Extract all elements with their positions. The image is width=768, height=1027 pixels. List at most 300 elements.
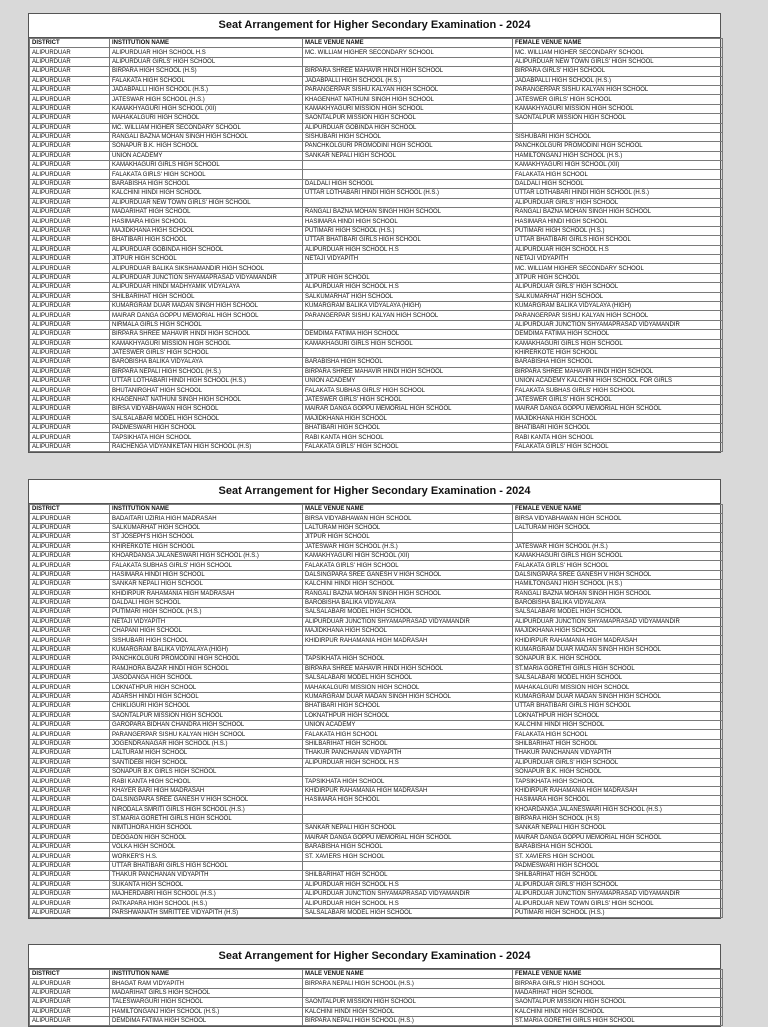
institution-cell: HASIMARA HIGH SCHOOL [110,217,303,226]
institution-cell: RAICHENGA VIDYANIKETAN HIGH SCHOOL (H.S) [110,442,303,451]
male-venue-cell [303,988,513,997]
table-row [30,151,723,160]
institution-cell: ALIPURDUAR BALIKA SIKSHAMANDIR HIGH SCHOOL [110,264,303,273]
table-header-row [30,970,723,979]
table-row [30,57,723,66]
male-venue-cell: JITPUR HIGH SCHOOL [303,533,513,542]
district-cell: ALIPURDUAR [30,320,110,329]
female-venue-cell: JADABPALLI HIGH SCHOOL (H.S.) [513,76,723,85]
district-cell: ALIPURDUAR [30,561,110,570]
male-venue-cell: TAPSIKHATA HIGH SCHOOL [303,777,513,786]
institution-cell: BHUTANIRGHAT HIGH SCHOOL [110,386,303,395]
male-venue-cell: KALCHINI HINDI HIGH SCHOOL [303,580,513,589]
table-row [30,264,723,273]
district-cell: ALIPURDUAR [30,890,110,899]
female-venue-cell: UTTAR LOTHABARI HINDI HIGH SCHOOL (H.S.) [513,189,723,198]
district-cell: ALIPURDUAR [30,301,110,310]
female-venue-cell: BIRPARA HIGH SCHOOL (H.S) [513,814,723,823]
institution-cell: BAROBISHA BALIKA VIDYALAYA [110,358,303,367]
female-venue-cell: SANKAR NEPALI HIGH SCHOOL [513,824,723,833]
institution-cell: KHOARDANGA JALANESWARI HIGH SCHOOL (H.S.) [110,551,303,560]
female-venue-cell: HASIMARA HINDI HIGH SCHOOL [513,217,723,226]
district-cell: ALIPURDUAR [30,786,110,795]
district-cell: ALIPURDUAR [30,617,110,626]
district-cell: ALIPURDUAR [30,405,110,414]
institution-cell: BHAGAT RAM VIDYAPITH [110,979,303,988]
female-venue-cell: JATESWER GIRLS' HIGH SCHOOL [513,95,723,104]
male-venue-cell: SHILBARIHAT HIGH SCHOOL [303,739,513,748]
male-venue-cell: SANKAR NEPALI HIGH SCHOOL [303,824,513,833]
female-venue-cell: KAMAKHYAGURI MISSION HIGH SCHOOL [513,104,723,113]
female-venue-cell: ALIPURDUAR NEW TOWN GIRLS' HIGH SCHOOL [513,899,723,908]
male-venue-cell: JADABPALLI HIGH SCHOOL (H.S.) [303,76,513,85]
table-row [30,617,723,626]
male-venue-cell: PARANGERPAR SISHU KALYAN HIGH SCHOOL [303,85,513,94]
institution-cell: ST JOSEPH'S HIGH SCHOOL [110,533,303,542]
institution-cell: NIRMALA GIRLS HIGH SCHOOL [110,320,303,329]
institution-cell: BIRSA VIDYABHAWAN HIGH SCHOOL [110,405,303,414]
district-cell: ALIPURDUAR [30,551,110,560]
table-row [30,377,723,386]
female-venue-cell: KHIRERKOTE HIGH SCHOOL [513,348,723,357]
male-venue-cell: BIRPARA SHREE MAHAVIR HINDI HIGH SCHOOL [303,664,513,673]
page-title: Seat Arrangement for Higher Secondary Examination - 2024 [29,480,720,504]
table-row [30,142,723,151]
female-venue-cell: FALAKATA SUBHAS GIRLS' HIGH SCHOOL [513,386,723,395]
district-cell: ALIPURDUAR [30,542,110,551]
table-row [30,226,723,235]
male-venue-cell: FALAKATA GIRLS' HIGH SCHOOL [303,561,513,570]
male-venue-cell: DALSINGPARA SREE GANESH V HIGH SCHOOL [303,570,513,579]
table-row [30,645,723,654]
institution-cell: SAONTALPUR MISSION HIGH SCHOOL [110,711,303,720]
male-venue-cell: BHATIBARI HIGH SCHOOL [303,424,513,433]
female-venue-cell: FALAKATA HIGH SCHOOL [513,730,723,739]
male-venue-cell: KUMARGRAM DUAR MADAN SINGH HIGH SCHOOL [303,692,513,701]
institution-cell: FALAKATA SUBHAS GIRLS' HIGH SCHOOL [110,561,303,570]
female-venue-cell: ALIPURDUAR GIRLS' HIGH SCHOOL [513,880,723,889]
institution-header: INSTITUTION NAME [110,39,303,48]
table-row [30,580,723,589]
female-venue-cell: UTTAR BHATIBARI GIRLS HIGH SCHOOL [513,236,723,245]
district-cell: ALIPURDUAR [30,1016,110,1025]
female-venue-cell: SALSALABARI MODEL HIGH SCHOOL [513,674,723,683]
institution-cell: PATKAPARA HIGH SCHOOL (H.S.) [110,899,303,908]
male-venue-cell: MAHAKALGURI MISSION HIGH SCHOOL [303,683,513,692]
table-row [30,236,723,245]
institution-cell: PARANGERPAR SISHU KALYAN HIGH SCHOOL [110,730,303,739]
female-venue-cell: KHIDIRPUR RAHAMANIA HIGH MADRASAH [513,636,723,645]
institution-cell: SANTIDEBI HIGH SCHOOL [110,758,303,767]
male-venue-header: MALE VENUE NAME [303,505,513,514]
male-venue-cell: BIRPARA NEPALI HIGH SCHOOL (H.S.) [303,979,513,988]
male-venue-cell: BARABISHA HIGH SCHOOL [303,358,513,367]
institution-cell: HASIMARA HINDI HIGH SCHOOL [110,570,303,579]
institution-cell: JATESWAR HIGH SCHOOL (H.S.) [110,95,303,104]
male-venue-cell: ALIPURDUAR HIGH SCHOOL H.S [303,245,513,254]
table-row [30,786,723,795]
female-venue-cell: FALAKATA HIGH SCHOOL [513,170,723,179]
male-venue-cell: MC. WILLIAM HIGHER SECONDARY SCHOOL [303,48,513,57]
table-row [30,433,723,442]
district-cell: ALIPURDUAR [30,273,110,282]
table-header-row [30,39,723,48]
institution-cell: RAMJHORA BAZAR HINDI HIGH SCHOOL [110,664,303,673]
district-cell: ALIPURDUAR [30,589,110,598]
female-venue-cell: BAROBISHA BALIKA VIDYALAYA [513,598,723,607]
female-venue-cell: KUMARGRAM DUAR MADAN SINGH HIGH SCHOOL [513,645,723,654]
page-2 [28,479,721,919]
table-row [30,311,723,320]
table-row [30,843,723,852]
district-cell: ALIPURDUAR [30,749,110,758]
table-row [30,179,723,188]
male-venue-cell: ST. XAVIERS HIGH SCHOOL [303,852,513,861]
institution-cell: DALSINGPARA SREE GANESH V HIGH SCHOOL [110,796,303,805]
institution-cell: PUTIMARI HIGH SCHOOL (H.S.) [110,608,303,617]
district-header: DISTRICT [30,970,110,979]
table-row [30,674,723,683]
district-cell: ALIPURDUAR [30,711,110,720]
table-row [30,76,723,85]
female-venue-cell: ALIPURDUAR NEW TOWN GIRLS' HIGH SCHOOL [513,57,723,66]
institution-cell: KHAYER BARI HIGH MADRASAH [110,786,303,795]
table-row [30,730,723,739]
institution-cell: FALAKATA HIGH SCHOOL [110,76,303,85]
table-row [30,871,723,880]
table-row [30,608,723,617]
institution-header: INSTITUTION NAME [110,970,303,979]
district-cell: ALIPURDUAR [30,104,110,113]
district-cell: ALIPURDUAR [30,683,110,692]
table-row [30,114,723,123]
institution-cell: KHAGENHAT NATHUNI SINGH HIGH SCHOOL [110,395,303,404]
institution-cell: VOLKA HIGH SCHOOL [110,843,303,852]
male-venue-cell: UTTAR LOTHABARI HINDI HIGH SCHOOL (H.S.) [303,189,513,198]
female-venue-cell: HASIMARA HIGH SCHOOL [513,796,723,805]
female-venue-cell: PANCHKOLGURI PROMODINI HIGH SCHOOL [513,142,723,151]
institution-cell: BARABISHA HIGH SCHOOL [110,179,303,188]
district-cell: ALIPURDUAR [30,132,110,141]
district-cell: ALIPURDUAR [30,739,110,748]
female-venue-cell: THAKUR PANCHANAN VIDYAPITH [513,749,723,758]
district-cell: ALIPURDUAR [30,76,110,85]
district-cell: ALIPURDUAR [30,386,110,395]
seat-table [29,969,723,1026]
male-venue-cell: THAKUR PANCHANAN VIDYAPITH [303,749,513,758]
district-cell: ALIPURDUAR [30,161,110,170]
district-cell: ALIPURDUAR [30,880,110,889]
district-cell: ALIPURDUAR [30,514,110,523]
female-venue-cell [513,533,723,542]
institution-cell: KAMAKHYAGURI HIGH SCHOOL (XII) [110,104,303,113]
table-row [30,301,723,310]
female-venue-cell: JATESWAR HIGH SCHOOL (H.S.) [513,542,723,551]
male-venue-cell: SALSALABARI MODEL HIGH SCHOOL [303,908,513,917]
institution-cell: MAIRAR DANGA GOPPU MEMORIAL HIGH SCHOOL [110,311,303,320]
male-venue-cell: SANKAR NEPALI HIGH SCHOOL [303,151,513,160]
institution-cell: TALESWARGURI HIGH SCHOOL [110,998,303,1007]
institution-cell: LOKNATHPUR HIGH SCHOOL [110,683,303,692]
district-cell: ALIPURDUAR [30,824,110,833]
table-row [30,104,723,113]
district-cell: ALIPURDUAR [30,655,110,664]
female-venue-cell: SALSALABARI MODEL HIGH SCHOOL [513,608,723,617]
institution-cell: NIMTIJHORA HIGH SCHOOL [110,824,303,833]
table-row [30,692,723,701]
district-cell: ALIPURDUAR [30,692,110,701]
male-venue-cell: ALIPURDUAR HIGH SCHOOL H.S [303,758,513,767]
district-cell: ALIPURDUAR [30,311,110,320]
district-cell: ALIPURDUAR [30,674,110,683]
institution-cell: ALIPURDUAR JUNCTION SHYAMAPRASAD VIDYAMANDIR [110,273,303,282]
female-venue-cell: PARANGERPAR SISHU KALYAN HIGH SCHOOL [513,85,723,94]
female-venue-cell: KALCHINI HINDI HIGH SCHOOL [513,720,723,729]
district-cell: ALIPURDUAR [30,899,110,908]
district-cell: ALIPURDUAR [30,414,110,423]
male-venue-cell [303,198,513,207]
institution-cell: RANGALI BAZNA MOHAN SINGH HIGH SCHOOL [110,132,303,141]
district-cell: ALIPURDUAR [30,570,110,579]
table-row [30,833,723,842]
institution-cell: SISHUBARI HIGH SCHOOL [110,636,303,645]
female-venue-cell: DALSINGPARA SREE GANESH V HIGH SCHOOL [513,570,723,579]
district-cell: ALIPURDUAR [30,702,110,711]
table-row [30,273,723,282]
female-venue-cell: SONAPUR B.K. HIGH SCHOOL [513,655,723,664]
male-venue-cell: LOKNATHPUR HIGH SCHOOL [303,711,513,720]
district-cell: ALIPURDUAR [30,85,110,94]
table-header-row [30,505,723,514]
institution-cell: KHIRERKOTE HIGH SCHOOL [110,542,303,551]
district-cell: ALIPURDUAR [30,767,110,776]
institution-cell: ALIPURDUAR HINDI MADHYAMIK VIDYALAYA [110,283,303,292]
male-venue-cell: MAIRAR DANGA GOPPU MEMORIAL HIGH SCHOOL [303,405,513,414]
male-venue-cell: SHILBARIHAT HIGH SCHOOL [303,871,513,880]
male-venue-cell: FALAKATA GIRLS' HIGH SCHOOL [303,442,513,451]
district-cell: ALIPURDUAR [30,358,110,367]
male-venue-cell: ALIPURDUAR JUNCTION SHYAMAPRASAD VIDYAMANDIR [303,890,513,899]
district-cell: ALIPURDUAR [30,861,110,870]
institution-cell: SALKUMARHAT HIGH SCHOOL [110,523,303,532]
table-row [30,85,723,94]
institution-cell: ALIPURDUAR HIGH SCHOOL H.S [110,48,303,57]
male-venue-cell: RABI KANTA HIGH SCHOOL [303,433,513,442]
table-row [30,254,723,263]
institution-cell: THAKUR PANCHANAN VIDYAPITH [110,871,303,880]
female-venue-cell: SAONTALPUR MISSION HIGH SCHOOL [513,114,723,123]
institution-cell: ST.MARIA GORETHI GIRLS HIGH SCHOOL [110,814,303,823]
table-row [30,636,723,645]
female-venue-cell: RANGALI BAZNA MOHAN SINGH HIGH SCHOOL [513,208,723,217]
male-venue-cell [303,645,513,654]
institution-cell: BIRPARA HIGH SCHOOL (H.S) [110,67,303,76]
female-venue-cell: SONAPUR B.K. HIGH SCHOOL [513,767,723,776]
male-venue-cell: BIRPARA SHREE MAHAVIR HINDI HIGH SCHOOL [303,67,513,76]
district-cell: ALIPURDUAR [30,442,110,451]
institution-cell: UNION ACADEMY [110,151,303,160]
female-venue-cell: ST.MARIA GORETHI GIRLS HIGH SCHOOL [513,1016,723,1025]
male-venue-cell: KUMARGRAM BALIKA VIDYALAYA (HIGH) [303,301,513,310]
district-cell: ALIPURDUAR [30,758,110,767]
district-cell: ALIPURDUAR [30,814,110,823]
table-row [30,758,723,767]
institution-cell: MAJIDKHANA HIGH SCHOOL [110,226,303,235]
institution-cell: KAMAKHAGURI GIRLS HIGH SCHOOL [110,161,303,170]
male-venue-cell: SALKUMARHAT HIGH SCHOOL [303,292,513,301]
female-venue-cell: KUMARGRAM BALIKA VIDYALAYA (HIGH) [513,301,723,310]
institution-cell: KAMAKHYAGURI MISSION HIGH SCHOOL [110,339,303,348]
table-row [30,805,723,814]
table-row [30,320,723,329]
female-venue-cell: SALKUMARHAT HIGH SCHOOL [513,292,723,301]
table-row [30,861,723,870]
table-row [30,899,723,908]
district-cell: ALIPURDUAR [30,114,110,123]
male-venue-cell [303,861,513,870]
male-venue-cell: KAMAKHAGURI GIRLS HIGH SCHOOL [303,339,513,348]
female-venue-cell: BARABISHA HIGH SCHOOL [513,843,723,852]
male-venue-cell: ALIPURDUAR HIGH SCHOOL H.S [303,880,513,889]
district-cell: ALIPURDUAR [30,979,110,988]
female-venue-cell [513,123,723,132]
male-venue-cell [303,170,513,179]
female-venue-cell: RABI KANTA HIGH SCHOOL [513,433,723,442]
female-venue-cell: LALTURAM HIGH SCHOOL [513,523,723,532]
female-venue-cell: KAMAKHAGURI GIRLS HIGH SCHOOL [513,551,723,560]
table-row [30,189,723,198]
female-venue-cell: MC. WILLIAM HIGHER SECONDARY SCHOOL [513,48,723,57]
male-venue-cell: MAJIDKHANA HIGH SCHOOL [303,627,513,636]
table-row [30,664,723,673]
district-cell: ALIPURDUAR [30,245,110,254]
male-venue-header: MALE VENUE NAME [303,39,513,48]
male-venue-cell: UNION ACADEMY [303,377,513,386]
female-venue-cell: MADARIHAT HIGH SCHOOL [513,988,723,997]
district-cell: ALIPURDUAR [30,636,110,645]
male-venue-cell: KALCHINI HINDI HIGH SCHOOL [303,1007,513,1016]
district-cell: ALIPURDUAR [30,833,110,842]
female-venue-cell: FALAKATA GIRLS' HIGH SCHOOL [513,442,723,451]
male-venue-cell: DALDALI HIGH SCHOOL [303,179,513,188]
table-row [30,198,723,207]
institution-cell: BHATIBARI HIGH SCHOOL [110,236,303,245]
male-venue-cell: KAMAKHYAGURI HIGH SCHOOL (XII) [303,551,513,560]
district-cell: ALIPURDUAR [30,988,110,997]
institution-cell: NETAJI VIDYAPITH [110,617,303,626]
male-venue-cell: FALAKATA HIGH SCHOOL [303,730,513,739]
district-cell: ALIPURDUAR [30,142,110,151]
female-venue-cell: UTTAR BHATIBARI GIRLS HIGH SCHOOL [513,702,723,711]
district-cell: ALIPURDUAR [30,627,110,636]
institution-cell: BADAITARI UZIRIA HIGH MADRASAH [110,514,303,523]
female-venue-cell: ST. XAVIERS HIGH SCHOOL [513,852,723,861]
district-cell: ALIPURDUAR [30,608,110,617]
table-row [30,1016,723,1025]
male-venue-cell: NETAJI VIDYAPITH [303,254,513,263]
male-venue-cell: ALIPURDUAR HIGH SCHOOL H.S [303,899,513,908]
male-venue-cell: KHIDIRPUR RAHAMANIA HIGH MADRASAH [303,786,513,795]
institution-cell: ALIPURDUAR GIRLS' HIGH SCHOOL [110,57,303,66]
female-venue-cell: KHIDIRPUR RAHAMANIA HIGH MADRASAH [513,786,723,795]
institution-cell: BIRPARA SHREE MAHAVIR HINDI HIGH SCHOOL [110,330,303,339]
district-cell: ALIPURDUAR [30,217,110,226]
female-venue-cell: BARABISHA HIGH SCHOOL [513,358,723,367]
institution-cell: MC. WILLIAM HIGHER SECONDARY SCHOOL [110,123,303,132]
male-venue-cell [303,814,513,823]
table-row [30,208,723,217]
table-row [30,998,723,1007]
district-cell: ALIPURDUAR [30,580,110,589]
male-venue-cell: ALIPURDUAR HIGH SCHOOL H.S [303,283,513,292]
page-1 [28,13,721,453]
institution-cell: JATESWER GIRLS' HIGH SCHOOL [110,348,303,357]
table-row [30,330,723,339]
male-venue-cell: HASIMARA HINDI HIGH SCHOOL [303,217,513,226]
table-row [30,598,723,607]
institution-cell: UTTAR LOTHABARI HINDI HIGH SCHOOL (H.S.) [110,377,303,386]
male-venue-cell: BIRPARA NEPALI HIGH SCHOOL (H.S.) [303,1016,513,1025]
district-cell: ALIPURDUAR [30,48,110,57]
female-venue-cell: MAJIDKHANA HIGH SCHOOL [513,414,723,423]
female-venue-cell: MAHAKALGURI MISSION HIGH SCHOOL [513,683,723,692]
institution-cell: MAHAKALGURI HIGH SCHOOL [110,114,303,123]
male-venue-cell: ALIPURDUAR GOBINDA HIGH SCHOOL [303,123,513,132]
table-row [30,367,723,376]
institution-cell: KHIDIRPUR RAHAMANIA HIGH MADRASAH [110,589,303,598]
table-row [30,424,723,433]
district-cell: ALIPURDUAR [30,339,110,348]
female-venue-cell: SISHUBARI HIGH SCHOOL [513,132,723,141]
male-venue-cell: MAJIDKHANA HIGH SCHOOL [303,414,513,423]
district-cell: ALIPURDUAR [30,67,110,76]
district-cell: ALIPURDUAR [30,805,110,814]
page-3 [28,944,721,1027]
district-cell: ALIPURDUAR [30,254,110,263]
female-venue-cell: SHILBARIHAT HIGH SCHOOL [513,739,723,748]
table-row [30,702,723,711]
table-row [30,542,723,551]
table-row [30,161,723,170]
female-venue-cell: KHOARDANGA JALANESWARI HIGH SCHOOL (H.S.) [513,805,723,814]
institution-cell: ALIPURDUAR GOBINDA HIGH SCHOOL [110,245,303,254]
table-row [30,514,723,523]
female-venue-cell: KUMARGRAM DUAR MADAN SINGH HIGH SCHOOL [513,692,723,701]
male-venue-cell [303,767,513,776]
table-row [30,339,723,348]
table-row [30,523,723,532]
district-cell: ALIPURDUAR [30,57,110,66]
district-cell: ALIPURDUAR [30,208,110,217]
table-row [30,908,723,917]
male-venue-cell: BHATIBARI HIGH SCHOOL [303,702,513,711]
district-cell: ALIPURDUAR [30,796,110,805]
female-venue-cell: MAIRAR DANGA GOPPU MEMORIAL HIGH SCHOOL [513,405,723,414]
female-venue-cell: JITPUR HIGH SCHOOL [513,273,723,282]
institution-cell: JOGENDRANAGAR HIGH SCHOOL (H.S.) [110,739,303,748]
female-venue-cell: ALIPURDUAR GIRLS' HIGH SCHOOL [513,283,723,292]
institution-cell: JASODANGA HIGH SCHOOL [110,674,303,683]
district-cell: ALIPURDUAR [30,179,110,188]
male-venue-cell: KAMAKHYAGURI MISSION HIGH SCHOOL [303,104,513,113]
male-venue-cell: DEMDIMA FATIMA HIGH SCHOOL [303,330,513,339]
district-cell: ALIPURDUAR [30,730,110,739]
table-row [30,570,723,579]
female-venue-cell: SHILBARIHAT HIGH SCHOOL [513,871,723,880]
male-venue-cell: PANCHKOLGURI PROMODINI HIGH SCHOOL [303,142,513,151]
female-venue-cell: BIRPARA GIRLS' HIGH SCHOOL [513,67,723,76]
institution-cell: BIRPARA NEPALI HIGH SCHOOL (H.S.) [110,367,303,376]
